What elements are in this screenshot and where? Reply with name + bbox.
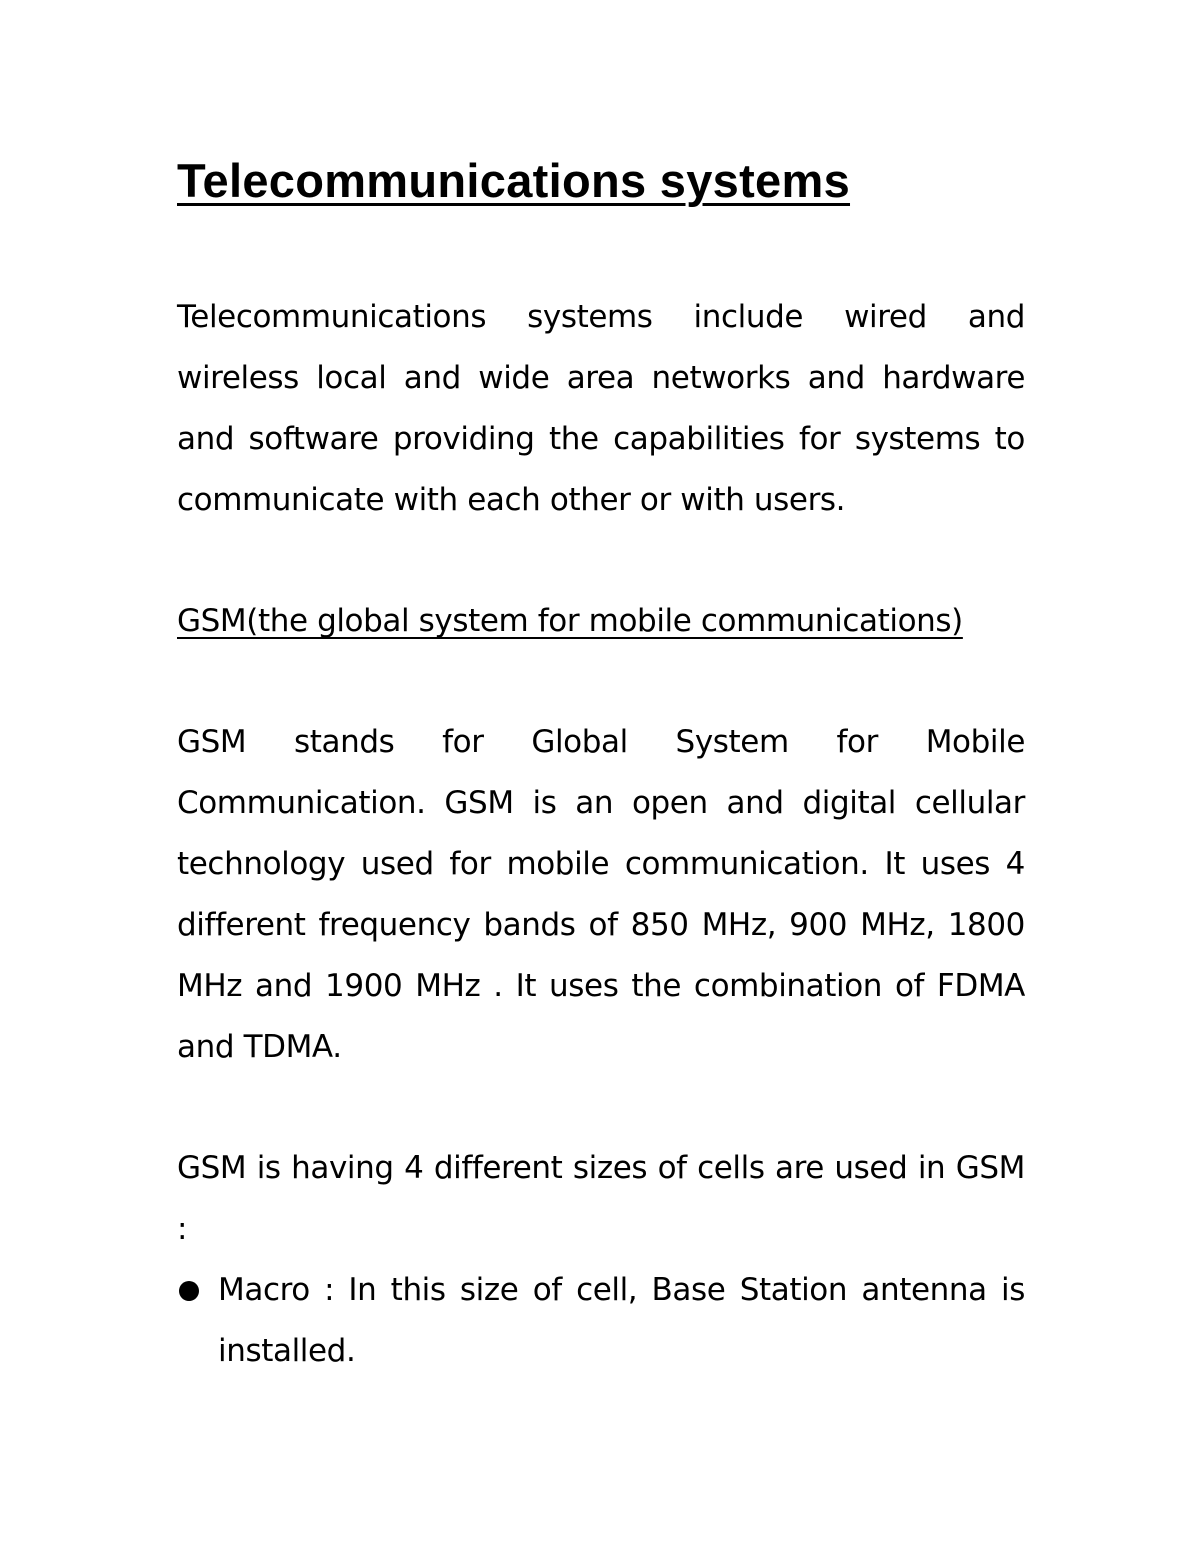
list-item-text: Macro : In this size of cell, Base Station antenna is installed.: [218, 1272, 1025, 1369]
gsm-heading: GSM(the global system for mobile communications): [177, 603, 963, 639]
list-item: [177, 1260, 1025, 1382]
document-title: Telecommunications systems: [177, 154, 851, 207]
cells-paragraph: GSM is having 4 different sizes of cells are used in GSM :: [177, 1150, 1025, 1247]
intro-paragraph: Telecommunications systems include wired and wireless local and wide area networks and hardware and software providing the capabilities for systems to communicate with each other or with users.: [177, 299, 1025, 518]
bullet-icon: [179, 1281, 199, 1301]
cell-size-list: [177, 1260, 1025, 1382]
gsm-paragraph: GSM stands for Global System for Mobile Communication. GSM is an open and digital cellular technology used for mobile communication. It uses 4 different frequency bands of 850 MHz, 900 MHz, 1800 MHz and 1900 MHz . It uses the combination of FDMA and TDMA.: [177, 724, 1025, 1065]
document-page: [177, 150, 1025, 1382]
